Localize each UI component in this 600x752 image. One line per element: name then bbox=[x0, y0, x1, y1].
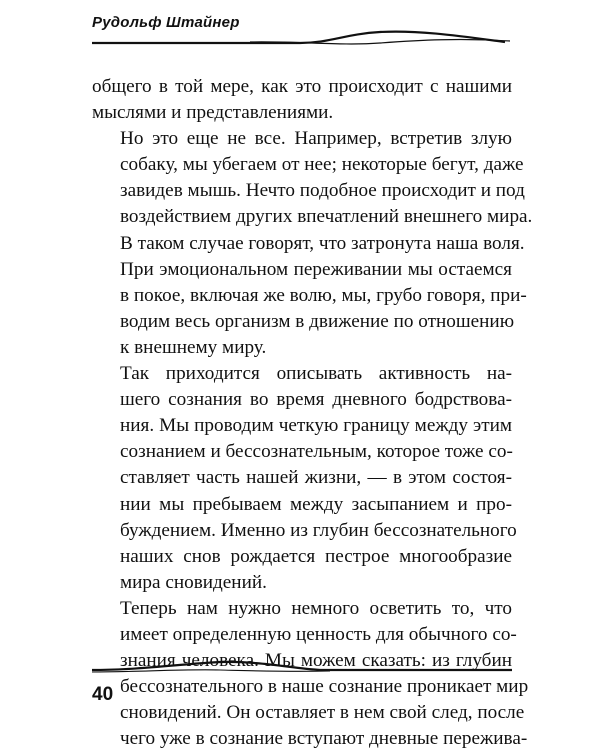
text-line: При эмоциональном переживании мы остаемся bbox=[120, 258, 512, 280]
text-line: бессознательного в наше сознание проникает мир bbox=[120, 676, 529, 698]
text-line: к внешнему миру. bbox=[120, 336, 267, 358]
text-line: в покое, включая же волю, мы, грубо говоря, при- bbox=[120, 284, 527, 306]
text-line: имеет определенную ценность для обычного со- bbox=[120, 623, 517, 645]
page-number: 40 bbox=[92, 684, 114, 705]
text-line: ставляет часть нашей жизни, — в этом состоя- bbox=[120, 467, 512, 489]
text-line: нии мы пребываем между засыпанием и про- bbox=[120, 493, 512, 515]
text-line: знания человека. Мы можем сказать: из глубин bbox=[120, 650, 512, 672]
text-line: сновидений. Он оставляет в нем свой след, после bbox=[120, 702, 525, 724]
text-line: Теперь нам нужно немного осветить то, что bbox=[120, 597, 512, 619]
text-line: Так приходится описывать активность на- bbox=[120, 363, 512, 385]
text-line: сознанием и бессознательным, которое тоже со- bbox=[120, 441, 513, 463]
text-line: шего сознания во время дневного бодрствова- bbox=[120, 389, 512, 411]
header-swoosh-ornament bbox=[0, 22, 600, 62]
text-line: собаку, мы убегаем от нее; некоторые бегут, даже bbox=[120, 154, 524, 176]
running-head-author: Рудольф Штайнер bbox=[92, 14, 240, 31]
text-line: мира сновидений. bbox=[120, 571, 267, 593]
text-line: общего в той мере, как это происходит с нашими bbox=[92, 76, 512, 97]
text-line: водим весь организм в движение по отношению bbox=[120, 310, 515, 332]
text-line: завидев мышь. Нечто подобное происходит и под bbox=[120, 180, 525, 202]
text-line: наших снов рождается пестрое многообразие bbox=[120, 545, 512, 567]
paragraph bbox=[92, 126, 533, 361]
text-line: ния. Мы проводим четкую границу между этим bbox=[120, 415, 512, 437]
footer-swoosh-ornament bbox=[0, 650, 600, 690]
text-line: буждением. Именно из глубин бессознательного bbox=[120, 519, 517, 541]
paragraph bbox=[92, 74, 512, 126]
paragraph bbox=[92, 361, 517, 596]
text-line: В таком случае говорят, что затронута наша воля. bbox=[120, 232, 525, 254]
text-line: мыслями и представлениями. bbox=[92, 102, 334, 124]
text-line: чего уже в сознание вступают дневные пережива- bbox=[120, 728, 528, 750]
text-line: Но это еще не все. Например, встретив злую bbox=[120, 128, 512, 150]
text-line: воздействием других впечатлений внешнего мира. bbox=[120, 206, 533, 228]
